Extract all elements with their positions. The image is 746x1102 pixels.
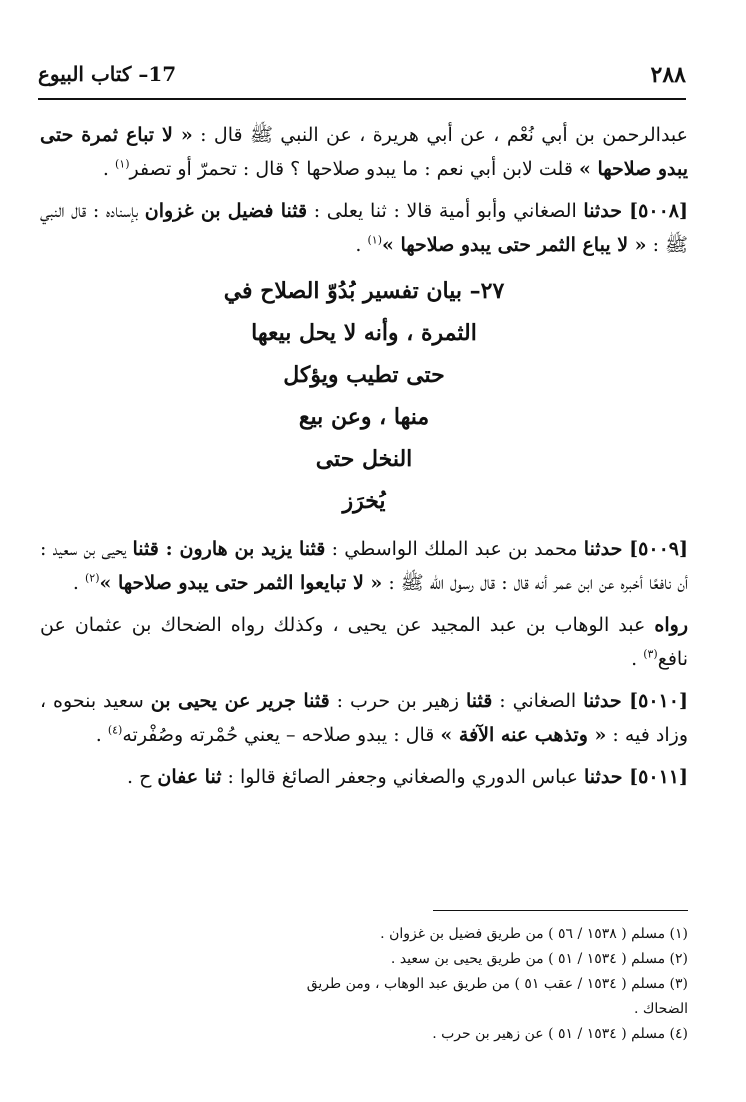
hadith-number: [٥٠٠٨]: [629, 200, 688, 222]
paragraph-text: الصغاني :: [492, 690, 584, 712]
chapter-heading-line: النخل حتى: [315, 446, 413, 472]
footnote-1: (١) مسلم ( ١٥٣٨ / ٥٦ ) من طريق فضيل بن غزوان .: [380, 926, 688, 942]
paragraph-text: عبد الوهاب بن عبد المجيد عن يحيى ، وكذلك رواه الضحاك بن عثمان عن نافع: [40, 614, 688, 670]
footnote-marker: (١): [367, 233, 382, 247]
narrator-chain: ثنا عفان: [157, 766, 222, 788]
chapter-heading-line: يُخرَز: [342, 488, 386, 514]
running-title: 17– كتاب البيوع: [38, 62, 177, 86]
footnotes: [300, 922, 688, 1047]
paragraph-text: سعيد بنحوه ، وزاد فيه :: [40, 690, 688, 746]
hadith-number: [٥٠١١]: [629, 766, 688, 788]
page-header: [38, 62, 686, 92]
footnote-3: (٣) مسلم ( ١٥٣٤ / عقب ٥١ ) من طريق عبد الوهاب ، ومن طريق الضحاك .: [306, 976, 688, 1017]
chapter-heading: [40, 270, 688, 522]
paragraph-text: عبدالرحمن بن أبي نُعْم ، عن أبي هريرة ، عن النبي ﷺ قال :: [192, 124, 689, 146]
narrator-chain: قثنا جرير عن يحيى بن: [150, 690, 330, 712]
narrator-chain: قثنا يزيد بن هارون : قثنا: [132, 538, 326, 560]
hadith-number: [٥٠١٠]: [629, 690, 688, 712]
footnote-marker: (٣): [643, 647, 658, 661]
footnote-rule: [433, 910, 688, 911]
paragraph-text: الصغاني وأبو أمية قالا : ثنا يعلى :: [307, 200, 584, 222]
narration-verb: حدثنا: [583, 200, 630, 222]
hadith-number: [٥٠٠٩]: [629, 538, 688, 560]
narration-verb: حدثنا: [584, 766, 630, 788]
header-rule: [38, 98, 686, 100]
narrator-chain: قثنا: [465, 690, 493, 712]
paragraph-text: محمد بن عبد الملك الواسطي :: [325, 538, 584, 560]
paragraph-text: يحيى بن سعيد : أن نافعًا أخبره عن ابن عمر أنه قال : قال رسول الله ﷺ :: [40, 538, 688, 594]
chapter-heading-line: حتى تطيب ويؤكل: [283, 362, 445, 388]
paragraph-end: .: [102, 158, 115, 180]
hadith-quote: « لا يباع الثمر حتى يبدو صلاحها »: [382, 234, 647, 256]
hadith-5011: [40, 760, 688, 794]
paragraph-text: زهير بن حرب :: [329, 690, 466, 712]
narration-verb: حدثنا: [583, 690, 630, 712]
paragraph-end: .: [355, 234, 368, 256]
narrator-chain: قثنا فضيل بن غزوان: [144, 200, 308, 222]
narration-verb: رواه: [654, 614, 688, 636]
paragraph-end: .: [72, 572, 85, 594]
hadith-5008: [40, 194, 688, 262]
paragraph-text: بإسناده : قال النبي ﷺ :: [40, 200, 688, 256]
paragraph-riwaya: [40, 608, 688, 676]
footnote-2: (٢) مسلم ( ١٥٣٤ / ٥١ ) من طريق يحيى بن سعيد .: [390, 951, 688, 967]
page-number: ٢٨٨: [650, 62, 686, 88]
paragraph-1: [40, 118, 688, 186]
chapter-heading-line: الثمرة ، وأنه لا يحل بيعها: [251, 320, 477, 346]
hadith-5010: [40, 684, 688, 752]
chapter-heading-line: منها ، وعن بيع: [298, 404, 430, 430]
hadith-quote: « لا تبايعوا الثمر حتى يبدو صلاحها »: [99, 572, 383, 594]
page-body: [40, 118, 688, 802]
footnote-4: (٤) مسلم ( ١٥٣٤ / ٥١ ) عن زهير بن حرب .: [432, 1026, 688, 1042]
chapter-heading-line: ٢٧– بيان تفسير بُدُوّ الصلاح في: [223, 278, 505, 304]
narration-verb: حدثنا: [583, 538, 630, 560]
paragraph-text: قال : يبدو صلاحه – يعني حُمْرته وصُفْرته: [122, 724, 441, 746]
paragraph-text: عباس الدوري والصغاني وجعفر الصائغ قالوا :: [221, 766, 585, 788]
footnote-marker: (١): [114, 157, 130, 171]
paragraph-end: .: [631, 648, 644, 670]
hadith-quote: « لا تباع ثمرة حتى يبدو صلاحها »: [40, 124, 688, 180]
hadith-quote: « وتذهب عنه الآفة »: [440, 724, 607, 746]
footnote-marker: (٤): [107, 723, 123, 737]
paragraph-end: .: [95, 724, 108, 746]
paragraph-text: ح .: [126, 766, 158, 788]
hadith-5009: [40, 532, 688, 600]
paragraph-text: قلت لابن أبي نعم : ما يبدو صلاحها ؟ قال : تحمرّ أو تصفر: [129, 158, 579, 180]
footnote-marker: (٢): [85, 571, 100, 585]
